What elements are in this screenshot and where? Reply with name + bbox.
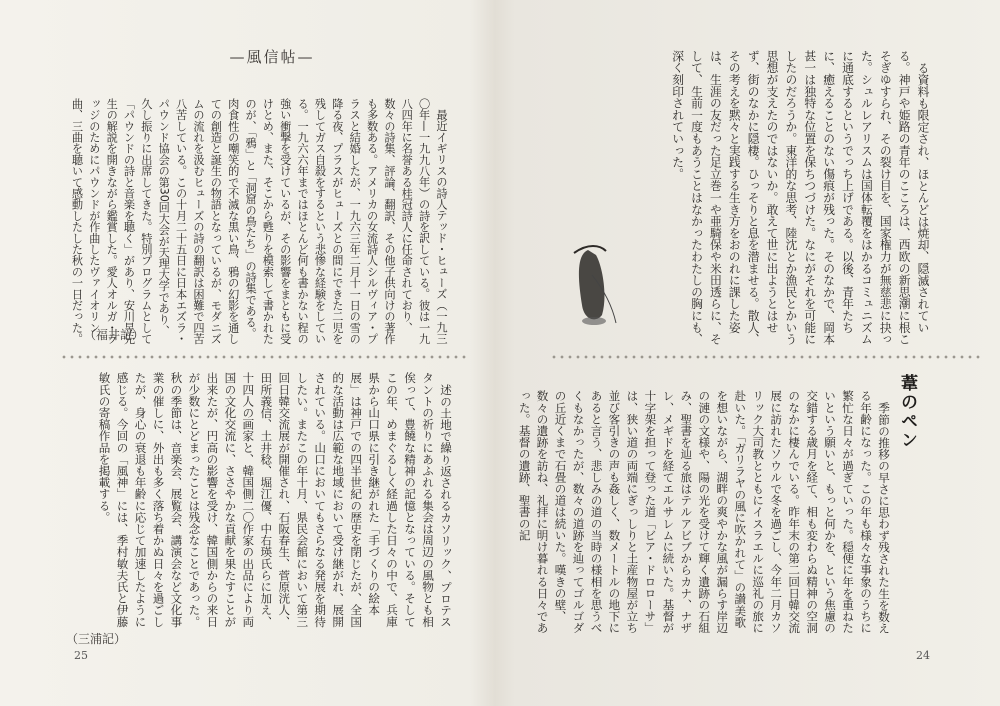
- ink-sketch-illustration: [568, 235, 618, 330]
- right-bottom-paragraph: 季節の推移の早さに思わず残された生を数える年齢になった。この年も様々な事象のうちに繁忙な日々が過ぎていった。穏便に年を重ねたいという願いと、もっと何かを、という焦慮の交錯する歳月を経て、相も変わらぬ精神の空洞のなかに棲んでいる。昨年末の第二回日韓交流展に訪れたソウルで冬を過ごし、今年二月カソリック大司教とともにイスラエルに巡礼の旅に赴いた。「ガリラヤの風に吹かれて」の讃美歌を想いながら、湖畔の爽やかな風が漏らす岸辺の漣の文様や、陽の光を受けて輝く遺跡の石組み、聖書を辿る旅はテルアビブからカナ、ナザレ、メギドを経てエルサレムに続いた。基督が十字架を担って登った道「ビア・ドロローサ」は、狭い道の両端にぎっしりと土産物屋が立ち並び客引きの声も姦しく、数メートルの地下にあると言う、悲しみの道の当時の様相を思うべくもなかったが、数々の道跡を辿ってゴルゴダの丘近くまで石畳の道は続いた。嘆きの壁、数々の遺跡を訪ね、礼拝に明け暮れる日々であった。基督の遺跡、聖書の記: [517, 390, 891, 634]
- left-top-column: [70, 98, 450, 346]
- sketch-stroke-body: [579, 250, 605, 319]
- left-top-signature: （福井記）: [84, 328, 145, 342]
- right-bottom-column: [517, 390, 892, 638]
- left-bottom-paragraph: 述の土地で繰り返されるカソリック、プロテスタントの祈りにあふれる集会は周辺の風物とも相俟って、豊饒な精神の記憶となっている。そしてこの年、めまぐるしく経過した日々の中で、兵庫県から山口県に引き継がれた「手づくりの絵本展」は神戸での四半世紀の歴史を閉じたが、全国的な活動は広範な地域において受け継がれ、展開されている。山口においてもさらなる発展を期待したい。またこの年十月、県民会館において第三回日韓交流展が開催され、石阪春生、菅原洸人、田所義信、土井稔、堀江優、中右瑛氏らに加え、十四人の画家と、韓国側二〇作家の出品により両国の文化交流に、ささやかな貢献を果たすことが出来たが、円高の影響を受け、韓国側からの来日が少数にとどまったことは残念なことであった。秋の季節は、音楽会、展覧会、講演会など文化事業の催しに、外出も多く落ち着かぬ日々を過ごしたが、身心の衰退も年齢に応じて加速したように感じる。今回の「風神」には、季村敏夫氏と伊藤敏氏の寄稿作品を掲載する。: [97, 372, 453, 628]
- section-title-ashi-no-pen: 葦のペン: [897, 374, 917, 450]
- right-top-paragraph: る資料も限定され、ほとんどは焼却、隠滅されている。神戸や姫路の青年のこころは、西欧の新思潮に根こそぎゆすられ、その裂け目を、国家権力が無慈悲に抉った。シュルレアリスムは国体転覆をはかるコミュニズムに通底するというでっち上げである。以後、青年たちに、癒えることのない傷痕が残った。そのなかで、岡本甚一は独特な位置を保ちつづけた。なにがそれを可能にしたのだろうか。東洋的な思考、陸沈とか漁民とかいう思想が支えたのではないか。敢えて世に出ようとはせず、街のなかに隠棲。ひっそりと息を潜ませる。散人、その考えを黙々と実践する生き方をおのれに課した姿は、生涯の友だった足立巻一や亜騎保や米田透らに、そして、生前一度もあうことはなかったわたしの胸にも、深く刻印されていった。: [670, 50, 930, 345]
- left-divider: [60, 353, 470, 361]
- left-bottom-column: [62, 372, 454, 630]
- right-top-column: [620, 50, 932, 348]
- section-title-fushin: —風信帖—: [229, 48, 315, 66]
- right-page: [500, 0, 1000, 706]
- left-bottom-signature: （三浦記）: [66, 632, 127, 646]
- right-divider: [550, 353, 980, 361]
- sketch-stroke-base: [582, 317, 606, 325]
- left-top-paragraph: 最近イギリスの詩人テッド・ヒューズ（一九三〇年—一九九八年）の詩を訳している。彼は一九八四年に名誉ある桂冠詩人に任命されており、数々の詩集、評論、翻訳、その他子供向けの著作も多数ある。アメリカの女流詩人シルヴィア・プラスと結婚したが、一九六三年二月十一日の雪の降る夜、プラスがヒューズとの間にできた二児を残してガス自殺をするという悲惨な経験をしている。一九六六年まではほとんど何も書かない程の強い衝撃を受けているが、その影響をまともに受けとめ、また、そこから甦りを模索して書かれたのが、「鴉」と「洞窟の鳥たち」の詩集である。肉食性の嘲笑的で不滅な黒い鳥、鴉の幻影を通しての創造と誕生の物語となっているが、モダニズムの流れを汲むヒューズの詩の翻訳は困難で四苦八苦している。この十月二十五日に日本エズラ・パウンド協会の第30回大会が天理大学であり、久し振りに出席してきた。特別プログラムとして「パウンドの詩と音楽を聴く」があり、安川昱先生の解説を開きながら鑑賞した。愛人オルガ・ラッジのためにパウンドが作曲したヴァイオリン曲、三曲を聴いて感動したした秋の一日だった。: [70, 98, 448, 345]
- page-number-left: 25: [74, 649, 88, 662]
- page-number-right: 24: [916, 649, 930, 662]
